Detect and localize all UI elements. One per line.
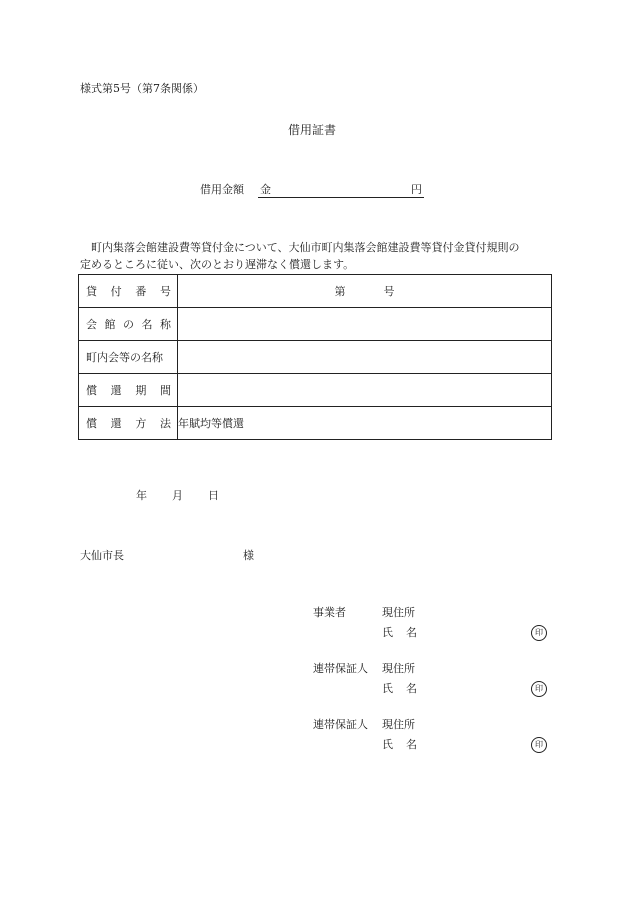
label-char: 号	[159, 285, 171, 298]
label-char: の	[123, 318, 134, 331]
label-char: 番	[135, 285, 147, 298]
association-name-label	[79, 341, 178, 374]
party-role: 事業者	[313, 606, 346, 619]
seal-icon: 印	[531, 625, 547, 641]
amount-field[interactable]	[258, 183, 424, 198]
label-char: 名	[406, 738, 417, 751]
seal-icon: 印	[531, 681, 547, 697]
loan-details-table	[78, 274, 552, 440]
label-text: 町内会等の名称	[86, 351, 163, 364]
table-row	[79, 341, 552, 374]
label-char: 償	[86, 384, 97, 397]
label-char: 還	[110, 384, 122, 397]
label-char: 名	[141, 318, 153, 331]
document-title: 借用証書	[288, 123, 337, 137]
association-name-value[interactable]	[178, 341, 552, 374]
label-char: 氏	[382, 738, 393, 751]
statement	[80, 239, 558, 273]
form-number: 様式第5号（第7条関係）	[80, 82, 204, 95]
label-char: 氏	[382, 682, 393, 695]
date-month: 月	[172, 489, 183, 502]
honorific: 様	[243, 549, 254, 562]
date-year: 年	[136, 489, 147, 502]
label-char: 方	[135, 417, 147, 430]
amount-prefix: 金	[260, 183, 271, 196]
hall-name-value[interactable]	[178, 308, 552, 341]
label-char: 間	[159, 384, 171, 397]
loan-number-suffix: 号	[383, 285, 395, 298]
party-address-label: 現住所	[382, 662, 415, 675]
loan-number-value[interactable]	[178, 275, 552, 308]
label-char: 法	[159, 417, 171, 430]
label-char: 会	[86, 318, 97, 331]
repayment-method-value[interactable]: 年賦均等償還	[178, 407, 552, 440]
label-char: 付	[110, 285, 122, 298]
amount-unit: 円	[411, 183, 422, 196]
statement-line-2: 定めるところに従い、次のとおり遅滞なく償還します。	[80, 258, 355, 271]
party-role: 連帯保証人	[313, 662, 368, 675]
party-name-label	[382, 626, 417, 640]
date-day: 日	[208, 489, 219, 502]
loan-number-prefix: 第	[334, 285, 346, 298]
label-char: 期	[135, 384, 147, 397]
table-row	[79, 374, 552, 407]
repayment-method-label	[79, 407, 178, 440]
table-row	[79, 407, 552, 440]
statement-line-1: 町内集落会館建設費等貸付金について、大仙市町内集落会館建設費等貸付金貸付規則の	[91, 241, 520, 254]
party-name-label	[382, 682, 417, 696]
addressee: 大仙市長	[80, 549, 124, 562]
amount-label: 借用金額	[200, 183, 244, 196]
repayment-period-value[interactable]	[178, 374, 552, 407]
label-char: 館	[104, 318, 116, 331]
label-char: 称	[160, 318, 171, 331]
party-address-label: 現住所	[382, 718, 415, 731]
label-char: 名	[406, 626, 417, 639]
party-address-label: 現住所	[382, 606, 415, 619]
party-role: 連帯保証人	[313, 718, 368, 731]
seal-icon: 印	[531, 737, 547, 753]
label-char: 氏	[382, 626, 393, 639]
label-char: 還	[110, 417, 122, 430]
label-char: 貸	[86, 285, 97, 298]
repayment-period-label	[79, 374, 178, 407]
label-char: 償	[86, 417, 97, 430]
hall-name-label	[79, 308, 178, 341]
table-row	[79, 308, 552, 341]
table-row	[79, 275, 552, 308]
label-char: 名	[406, 682, 417, 695]
loan-number-label	[79, 275, 178, 308]
party-name-label	[382, 738, 417, 752]
